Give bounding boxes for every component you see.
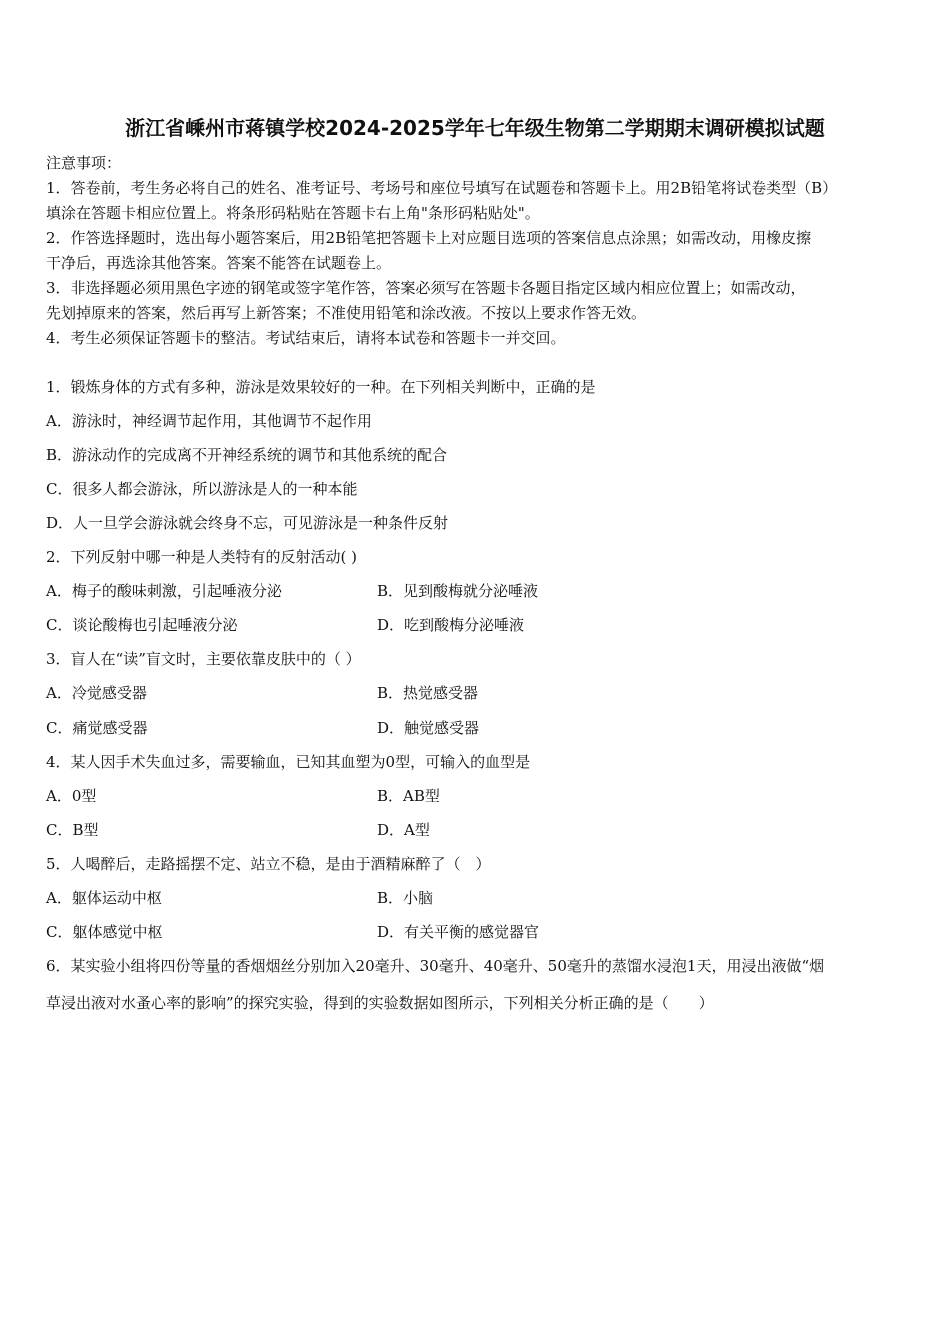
question-2-option-d: D．吃到酸梅分泌唾液 [377,616,525,634]
notice-line: 2．作答选择题时，选出每小题答案后，用2B铅笔把答题卡上对应题目选项的答案信息点涂黑；如需改动，用橡皮擦 [46,229,812,247]
question-2-option-a: A．梅子的酸味刺激，引起唾液分泌 [46,582,282,600]
question-3-option-c: C．痛觉感受器 [46,719,148,737]
notice-line: 先划掉原来的答案，然后再写上新答案；不准使用铅笔和涂改液。不按以上要求作答无效。 [46,304,647,322]
notice-line: 3．非选择题必须用黑色字迹的钢笔或签字笔作答，答案必须写在答题卡各题目指定区域内相应位置上；如需改动， [46,279,806,297]
question-4-option-a: A．0型 [46,787,97,805]
question-6-stem-line: 草浸出液对水蚤心率的影响”的探究实验，得到的实验数据如图所示，下列相关分析正确的是（ ） [46,994,714,1012]
question-1-option-a: A．游泳时，神经调节起作用，其他调节不起作用 [46,412,372,430]
question-1-stem: 1．锻炼身体的方式有多种，游泳是效果较好的一种。在下列相关判断中，正确的是 [46,378,596,396]
question-6-stem-line: 6．某实验小组将四份等量的香烟烟丝分别加入20毫升、30毫升、40毫升、50毫升的蒸馏水浸泡1天，用浸出液做“烟 [46,957,825,975]
question-3-option-a: A．冷觉感受器 [46,684,147,702]
question-5-option-b: B．小脑 [377,889,434,907]
question-4-option-b: B．AB型 [377,787,440,805]
question-2-option-c: C．谈论酸梅也引起唾液分泌 [46,616,238,634]
question-5-option-d: D．有关平衡的感觉器官 [377,923,540,941]
notice-line: 干净后，再选涂其他答案。答案不能答在试题卷上。 [46,254,392,272]
question-1-option-b: B．游泳动作的完成离不开神经系统的调节和其他系统的配合 [46,446,448,464]
page-title: 浙江省嵊州市蒋镇学校2024-2025学年七年级生物第二学期期末调研模拟试题 [125,116,825,140]
question-3-option-d: D．触觉感受器 [377,719,480,737]
question-2-stem: 2．下列反射中哪一种是人类特有的反射活动( ) [46,548,358,566]
notice-line: 填涂在答题卡相应位置上。将条形码粘贴在答题卡右上角"条形码粘贴处"。 [46,204,540,222]
question-4-option-c: C．B型 [46,821,99,839]
notice-heading: 注意事项： [46,154,122,172]
question-3-stem: 3．盲人在“读”盲文时，主要依靠皮肤中的（ ） [46,650,361,668]
notice-line: 4．考生必须保证答题卡的整洁。考试结束后，请将本试卷和答题卡一并交回。 [46,329,566,347]
question-3-option-b: B．热觉感受器 [377,684,479,702]
question-5-option-c: C．躯体感觉中枢 [46,923,163,941]
question-1-option-d: D．人一旦学会游泳就会终身不忘，可见游泳是一种条件反射 [46,514,449,532]
question-2-option-b: B．见到酸梅就分泌唾液 [377,582,539,600]
question-5-stem: 5．人喝醉后，走路摇摆不定、站立不稳，是由于酒精麻醉了（ ） [46,855,491,873]
question-4-stem: 4．某人因手术失血过多，需要输血，已知其血塑为0型，可输入的血型是 [46,753,531,771]
question-1-option-c: C．很多人都会游泳，所以游泳是人的一种本能 [46,480,358,498]
question-5-option-a: A．躯体运动中枢 [46,889,162,907]
question-4-option-d: D．A型 [377,821,430,839]
notice-line: 1．答卷前，考生务必将自己的姓名、准考证号、考场号和座位号填写在试题卷和答题卡上。用2B铅笔将试卷类型（B） [46,179,838,197]
